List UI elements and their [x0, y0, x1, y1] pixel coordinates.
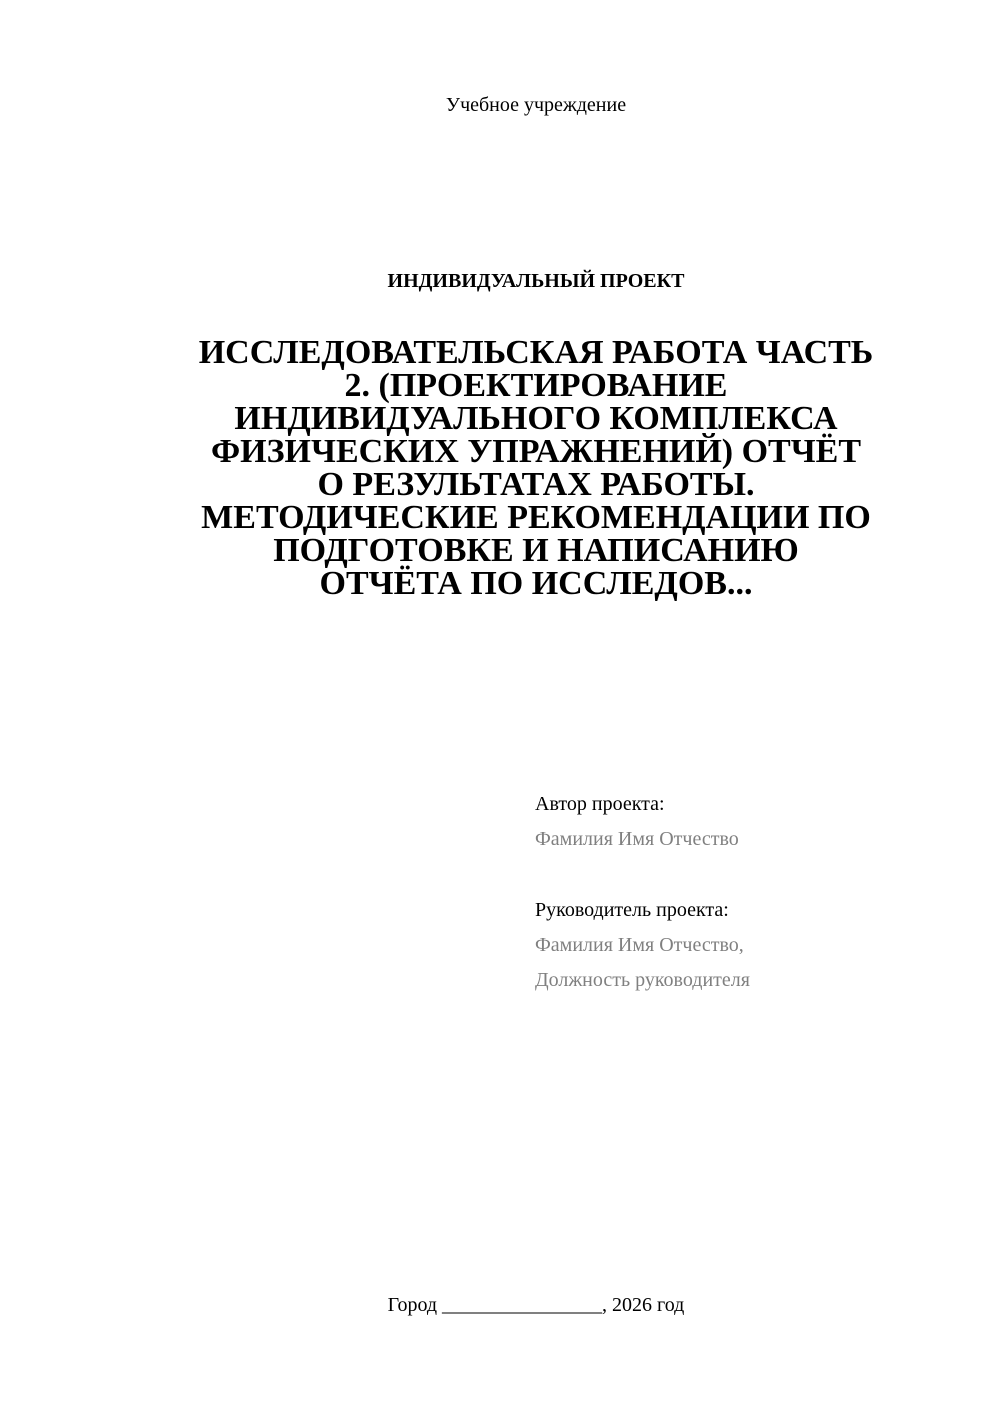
- project-title-line: ОТЧЁТА ПО ИССЛЕДОВ...: [319, 565, 753, 602]
- author-name: Фамилия Имя Отчество: [535, 828, 739, 850]
- project-title-line: ПОДГОТОВКЕ И НАПИСАНИЮ: [273, 532, 799, 569]
- project-title-line: 2. (ПРОЕКТИРОВАНИЕ: [344, 367, 728, 404]
- project-title-line: ФИЗИЧЕСКИХ УПРАЖНЕНИЙ) ОТЧЁТ: [210, 433, 862, 470]
- supervisor-position: Должность руководителя: [535, 969, 750, 991]
- project-title: [150, 336, 922, 600]
- project-title-line: МЕТОДИЧЕСКИЕ РЕКОМЕНДАЦИИ ПО: [201, 499, 871, 536]
- supervisor-label: Руководитель проекта:: [535, 899, 729, 921]
- institution-name: Учебное учреждение: [445, 94, 627, 116]
- project-title-line: ИНДИВИДУАЛЬНОГО КОМПЛЕКСА: [234, 400, 838, 437]
- project-type-heading: ИНДИВИДУАЛЬНЫЙ ПРОЕКТ: [387, 270, 685, 292]
- project-title-line: ИССЛЕДОВАТЕЛЬСКАЯ РАБОТА ЧАСТЬ: [198, 334, 874, 371]
- supervisor-name: Фамилия Имя Отчество,: [535, 934, 744, 956]
- author-label: Автор проекта:: [535, 793, 665, 815]
- project-title-line: О РЕЗУЛЬТАТАХ РАБОТЫ.: [317, 466, 755, 503]
- city-year-line: Город ________________, 2026 год: [387, 1294, 685, 1316]
